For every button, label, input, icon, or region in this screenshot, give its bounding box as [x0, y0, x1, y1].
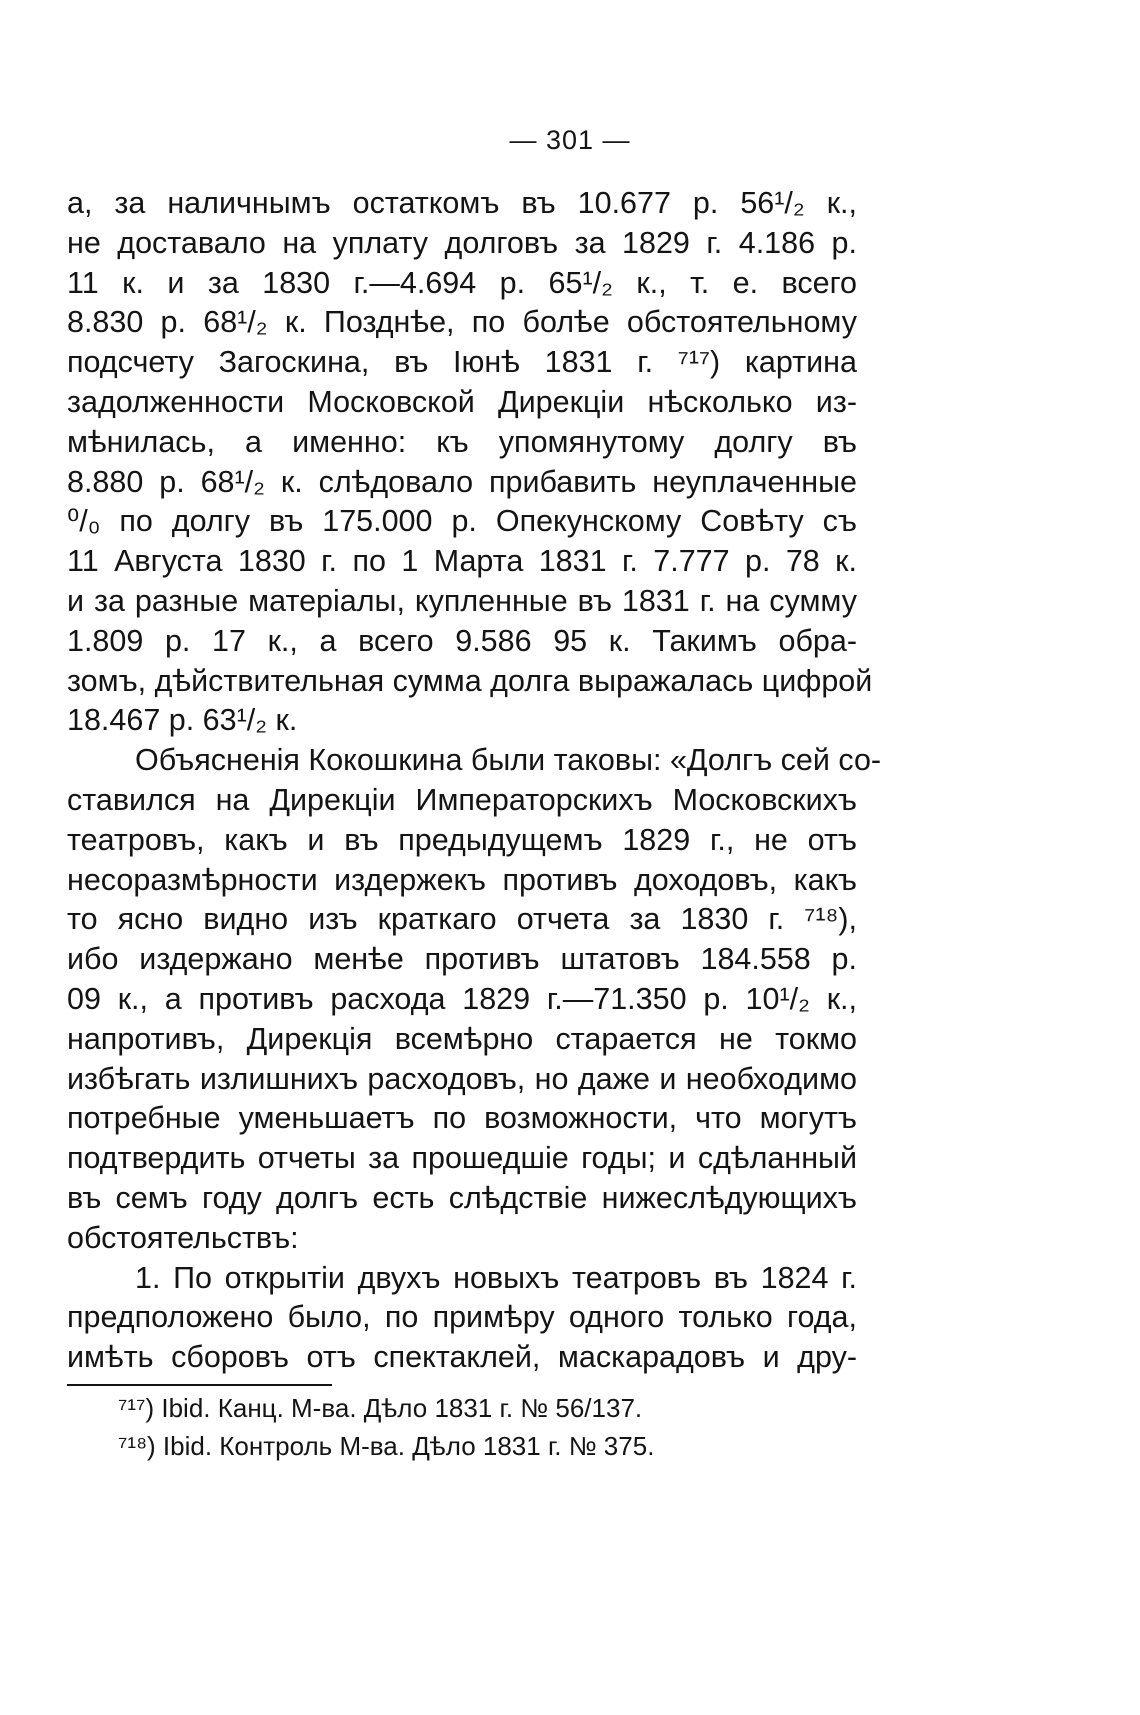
text-line: 1.809 р. 17 к., а всего 9.586 95 к. Такимъ обра- — [67, 623, 857, 658]
text-line: предположено было, по примѣру одного только года, — [67, 1300, 857, 1335]
footnotes — [118, 1389, 818, 1465]
text-line: зомъ, дѣйствительная сумма долга выражалась цифрой — [67, 663, 873, 698]
text-line: задолженности Московской Дирекціи нѣсколько из- — [67, 384, 857, 419]
text-line: ибо издержано менѣе противъ штатовъ 184.558 р. — [67, 942, 857, 977]
text-line: 11 Августа 1830 г. по 1 Марта 1831 г. 7.777 р. 78 к. — [67, 544, 857, 579]
main-text — [67, 184, 882, 1378]
text-line: и за разные матеріалы, купленные въ 1831 г. на сумму — [67, 583, 857, 618]
text-line: избѣгать излишнихъ расходовъ, но даже и необходимо — [67, 1061, 857, 1096]
text-line: 8.830 р. 68¹/₂ к. Позднѣе, по болѣе обстоятельному — [67, 305, 857, 340]
text-line: не доставало на уплату долговъ за 1829 г. 4.186 р. — [67, 225, 857, 260]
text-line: обстоятельствъ: — [67, 1220, 299, 1255]
text-line: подтвердить отчеты за прошедшіе годы; и сдѣланный — [67, 1141, 857, 1176]
text-line: а, за наличнымъ остаткомъ въ 10.677 р. 56¹/₂ к., — [67, 186, 857, 220]
text-line: ставился на Дирекціи Императорскихъ Московскихъ — [67, 782, 857, 817]
text-line: потребные уменьшаетъ по возможности, что могутъ — [67, 1101, 857, 1136]
text-line: имѣть сборовъ отъ спектаклей, маскарадовъ и дру- — [67, 1340, 857, 1375]
text-line: напротивъ, Дирекція всемѣрно старается не токмо — [67, 1021, 857, 1056]
text-line: 18.467 р. 63¹/₂ к. — [67, 703, 298, 738]
text-line: 1. По открытіи двухъ новыхъ театровъ въ 1824 г. — [135, 1260, 857, 1295]
text-line: мѣнилась, а именно: къ упомянутому долгу въ — [67, 424, 857, 459]
text-line: подсчету Загоскина, въ Іюнѣ 1831 г. ⁷¹⁷) картина — [67, 345, 857, 380]
text-line: несоразмѣрности издержекъ противъ доходовъ, какъ — [67, 862, 857, 897]
footnote: ⁷¹⁸) Ibid. Контроль М-ва. Дѣло 1831 г. № 375. — [118, 1431, 655, 1461]
text-line: театровъ, какъ и въ предыдущемъ 1829 г., не отъ — [67, 822, 857, 857]
text-line: въ семъ году долгъ есть слѣдствіе нижеслѣдующихъ — [67, 1180, 857, 1215]
text-line: ⁰/₀ по долгу въ 175.000 р. Опекунскому Совѣту съ — [67, 504, 857, 539]
page-number: — 301 — — [509, 125, 631, 155]
text-line: 8.880 р. 68¹/₂ к. слѣдовало прибавить неуплаченные — [67, 464, 857, 499]
text-line: 09 к., а противъ расхода 1829 г.—71.350 р. 10¹/₂ к., — [67, 981, 857, 1016]
footnote-rule — [67, 1384, 332, 1386]
text-line: Объясненія Кокошкина были таковы: «Долгъ сей со- — [135, 743, 882, 778]
text-line: то ясно видно изъ краткаго отчета за 1830 г. ⁷¹⁸), — [67, 902, 857, 937]
text-line: 11 к. и за 1830 г.—4.694 р. 65¹/₂ к., т. е. всего — [67, 265, 857, 300]
footnote: ⁷¹⁷) Ibid. Канц. М-ва. Дѣло 1831 г. № 56/137. — [118, 1393, 643, 1423]
